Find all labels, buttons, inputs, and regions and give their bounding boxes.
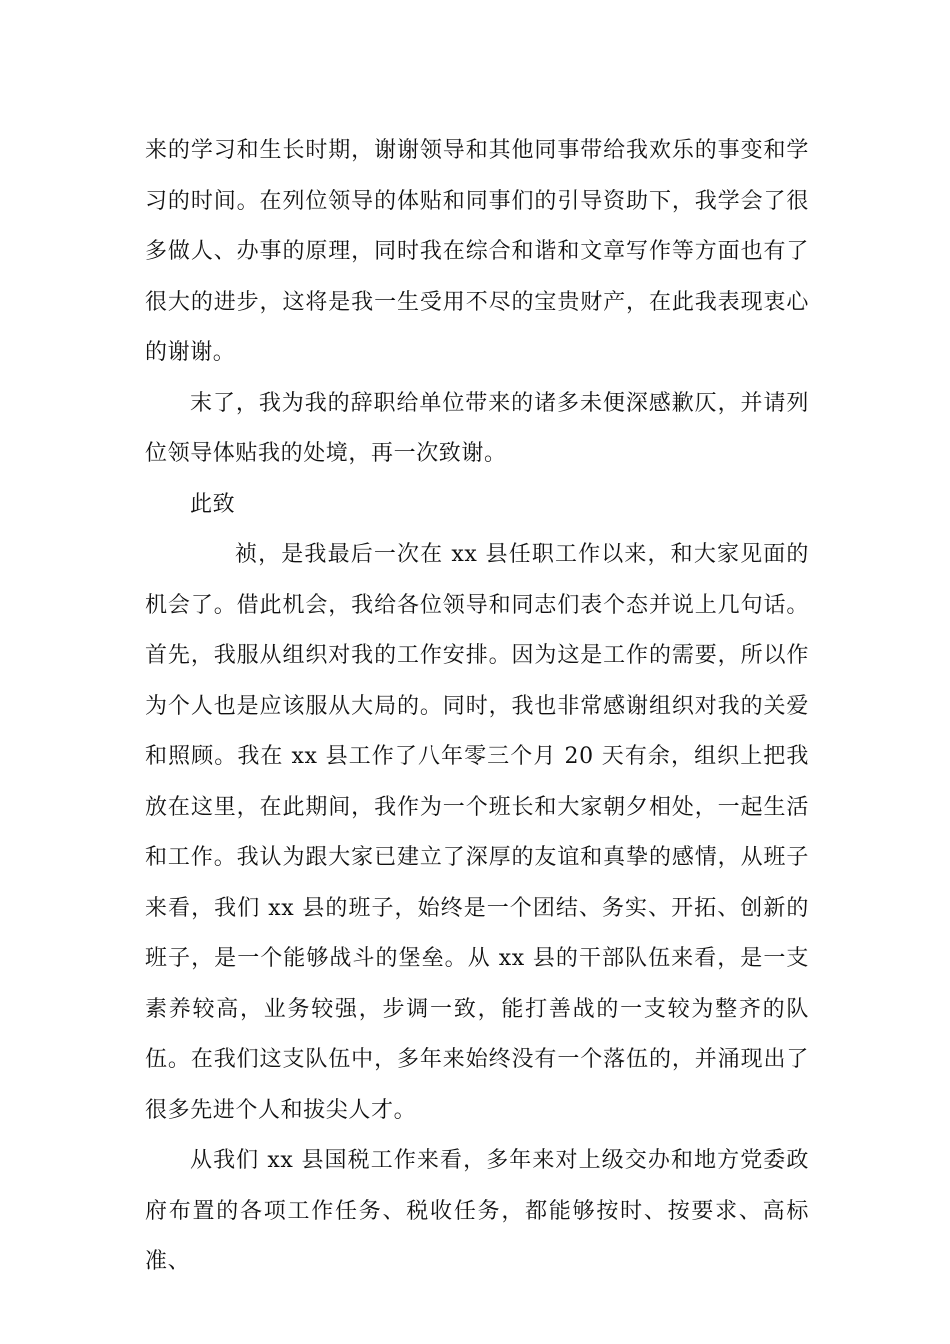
paragraph-gratitude: 来的学习和生长时期，谢谢领导和其他同事带给我欢乐的事变和学习的时间。在列位领导的体贴和同事们的引导资助下，我学会了很多做人、办事的原理，同时我在综合和谐和文章写作等方面也有了很大的进步，这将是我一生受用不尽的宝贵财产，在此我表现衷心的谢谢。 — [145, 138, 809, 365]
paragraph-farewell-speech: 祯，是我最后一次在 xx 县任职工作以来，和大家见面的机会了。借此机会，我给各位领导和同志们表个态并说上几句话。首先，我服从组织对我的工作安排。因为这是工作的需要，所以作为个人也是应该服从大局的。同时，我也非常感谢组织对我的关爱和照顾。我在 xx 县工作了八年零三个月 20 天有余，组织上把我放在这里，在此期间，我作为一个班长和大家朝夕相处，一起生活和工作。我认为跟大家已建立了深厚的友谊和真挚的感情，从班子来看，我们 xx 县的班子，始终是一个团结、务实、开拓、创新的班子，是一个能够战斗的堡垒。从 xx 县的干部队伍来看，是一支素养较高，业务较强，步调一致，能打善战的一支较为整齐的队伍。在我们这支队伍中，多年来始终没有一个落伍的，并涌现出了很多先进个人和拔尖人才。 — [145, 542, 809, 1123]
paragraph-tax-work: 从我们 xx 县国税工作来看，多年来对上级交办和地方党委政府布置的各项工作任务、税收任务，都能够按时、按要求、高标准、 — [145, 1148, 809, 1274]
paragraph-salutation: 此致 — [190, 491, 236, 517]
paragraph-apology: 末了，我为我的辞职给单位带来的诸多未便深感歉仄，并请列位领导体贴我的处境，再一次致谢。 — [145, 390, 809, 466]
document-body — [145, 126, 809, 1288]
